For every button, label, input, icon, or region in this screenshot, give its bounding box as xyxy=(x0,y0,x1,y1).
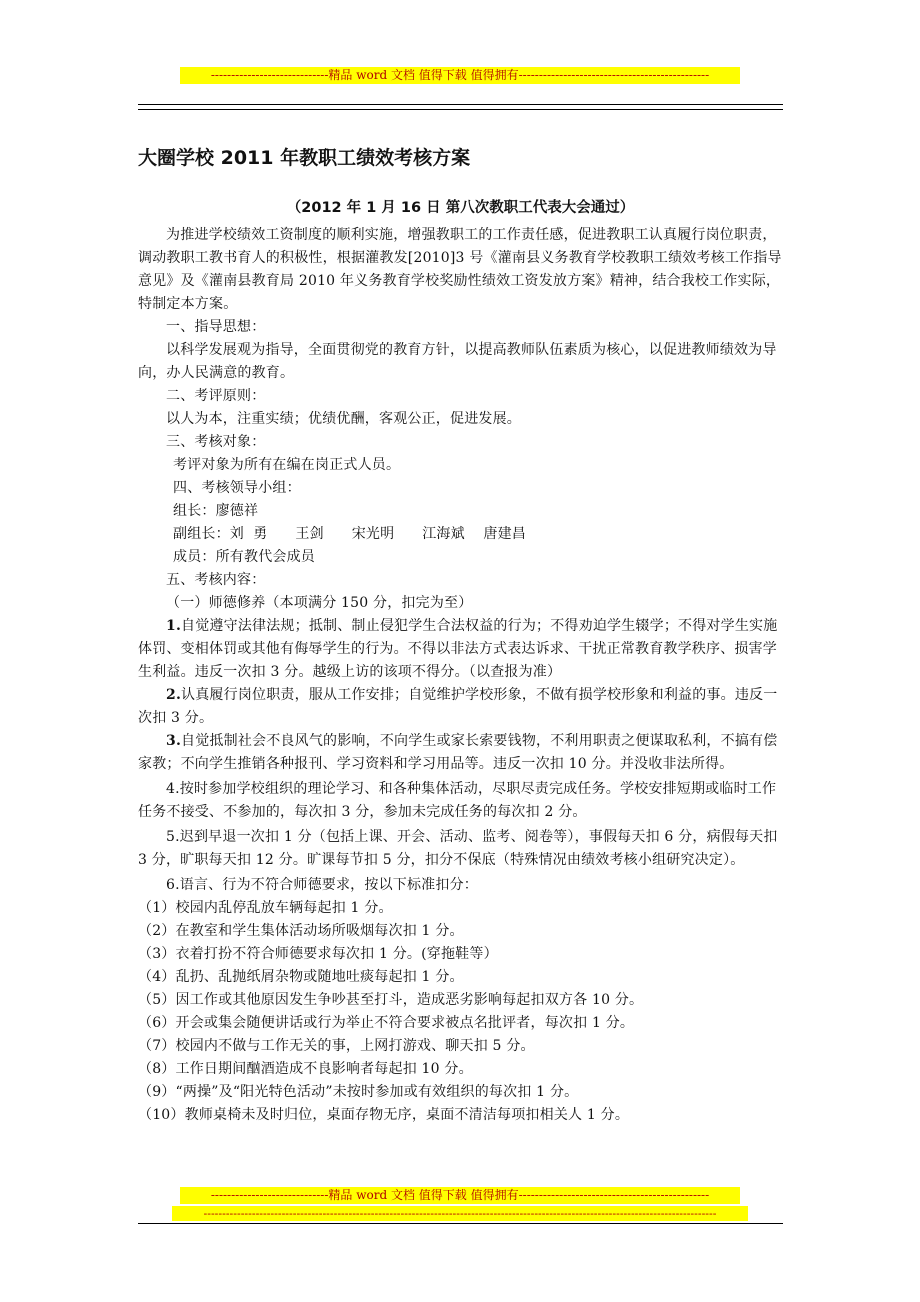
sub-list-item: （5）因工作或其他原因发生争吵甚至打斗，造成恶劣影响每起扣双方各 10 分。 xyxy=(138,992,644,1008)
section-2-heading: 二、考评原则： xyxy=(166,388,266,404)
header-banner: -----------------------------精品 word 文档 值得下载 值得拥有----------------------------------------------- xyxy=(180,67,740,84)
sub-list-item: （6）开会或集会随便讲话或行为举止不符合要求被点名批评者，每次扣 1 分。 xyxy=(138,1015,635,1031)
section-4-members: 成员：所有教代会成员 xyxy=(173,549,315,565)
section-1-body: 以科学发展观为指导，全面贯彻党的教育方针，以提高教师队伍素质为核心，以促进教师绩效为导向，办人民满意的教育。 xyxy=(138,342,777,381)
header-rule xyxy=(138,104,783,110)
list-item: 3.自觉抵制社会不良风气的影响，不向学生或家长索要钱物，不利用职责之便谋取私利，不搞有偿家教；不向学生推销各种报刊、学习资料和学习用品等。违反一次扣 10 分。并没收非法所得。 xyxy=(138,733,778,772)
intro-paragraph: 为推进学校绩效工资制度的顺利实施，增强教职工的工作责任感，促进教职工认真履行岗位职责，调动教职工教书育人的积极性，根据灌教发[2010]3 号《灌南县义务教育学校教职工绩效考核工作指导意见》及《灌南县教育局 2010 年义务教育学校奖励性绩效工资发放方案》精神，结合我校工作实际，特制定本方案。 xyxy=(138,227,782,312)
footer-banner: -----------------------------精品 word 文档 值得下载 值得拥有----------------------------------------------- xyxy=(180,1187,740,1204)
list-item: 4.按时参加学校组织的理论学习、和各种集体活动，尽职尽责完成任务。学校安排短期或临时工作任务不接受、不参加的，每次扣 3 分，参加未完成任务的每次扣 2 分。 xyxy=(138,781,777,820)
sub-list-item: （10）教师桌椅未及时归位，桌面存物无序，桌面不清洁每项扣相关人 1 分。 xyxy=(138,1107,630,1123)
document-subtitle: （2012 年 1 月 16 日 第八次教职工代表大会通过） xyxy=(286,200,635,216)
document-body xyxy=(138,145,783,1127)
sub-list-item: （9）“两操”及“阳光特色活动”未按时参加或有效组织的每次扣 1 分。 xyxy=(138,1084,579,1100)
list-item: 2.认真履行岗位职责，服从工作安排；自觉维护学校形象，不做有损学校形象和利益的事。违反一次扣 3 分。 xyxy=(138,687,778,726)
list-item: 5.迟到早退一次扣 1 分（包括上课、开会、活动、监考、阅卷等），事假每天扣 6 分，病假每天扣 3 分，旷职每天扣 12 分。旷课每节扣 5 分，扣分不保底（特殊情况由绩效考核小组研究决定）。 xyxy=(138,829,778,868)
list-item: 1.自觉遵守法律法规；抵制、制止侵犯学生合法权益的行为；不得劝迫学生辍学；不得对学生实施体罚、变相体罚或其他有侮辱学生的行为。不得以非法方式表达诉求、干扰正常教育教学秩序、损害学生利益。违反一次扣 3 分。越级上访的该项不得分。（以查报为准） xyxy=(138,618,778,680)
footer-rule xyxy=(138,1223,783,1224)
section-4-deputy: 副组长：刘 勇 王剑 宋光明 江海斌 唐建昌 xyxy=(173,526,527,542)
sub-list-item: （8）工作日期间酗酒造成不良影响者每起扣 10 分。 xyxy=(138,1061,473,1077)
list-item: 6.语言、行为不符合师德要求，按以下标准扣分： xyxy=(166,877,478,893)
sub-list-item: （7）校园内不做与工作无关的事，上网打游戏、聊天扣 5 分。 xyxy=(138,1038,535,1054)
section-4-leader: 组长：廖德祥 xyxy=(173,503,259,519)
section-2-body: 以人为本，注重实绩；优绩优酬，客观公正，促进发展。 xyxy=(166,411,521,427)
sub-list-item: （2）在教室和学生集体活动场所吸烟每次扣 1 分。 xyxy=(138,923,464,939)
section-4-heading: 四、考核领导小组： xyxy=(173,480,301,496)
section-1-heading: 一、指导思想： xyxy=(166,319,266,335)
sub-list-item: （1）校园内乱停乱放车辆每起扣 1 分。 xyxy=(138,900,393,916)
sub-list-item: （4）乱扔、乱抛纸屑杂物或随地吐痰每起扣 1 分。 xyxy=(138,969,464,985)
section-5-subheading: （一）师德修养（本项满分 150 分，扣完为至） xyxy=(166,595,473,611)
footer-dashes: ------------------------------------------------------------------------------------------------------------------------------------------ xyxy=(172,1206,748,1221)
document-title: 大圈学校 2011 年教职工绩效考核方案 xyxy=(138,147,471,169)
section-3-body: 考评对象为所有在编在岗正式人员。 xyxy=(173,457,401,473)
section-5-heading: 五、考核内容： xyxy=(166,572,266,588)
section-3-heading: 三、考核对象： xyxy=(166,434,266,450)
sub-list-item: （3）衣着打扮不符合师德要求每次扣 1 分。(穿拖鞋等） xyxy=(138,946,498,962)
